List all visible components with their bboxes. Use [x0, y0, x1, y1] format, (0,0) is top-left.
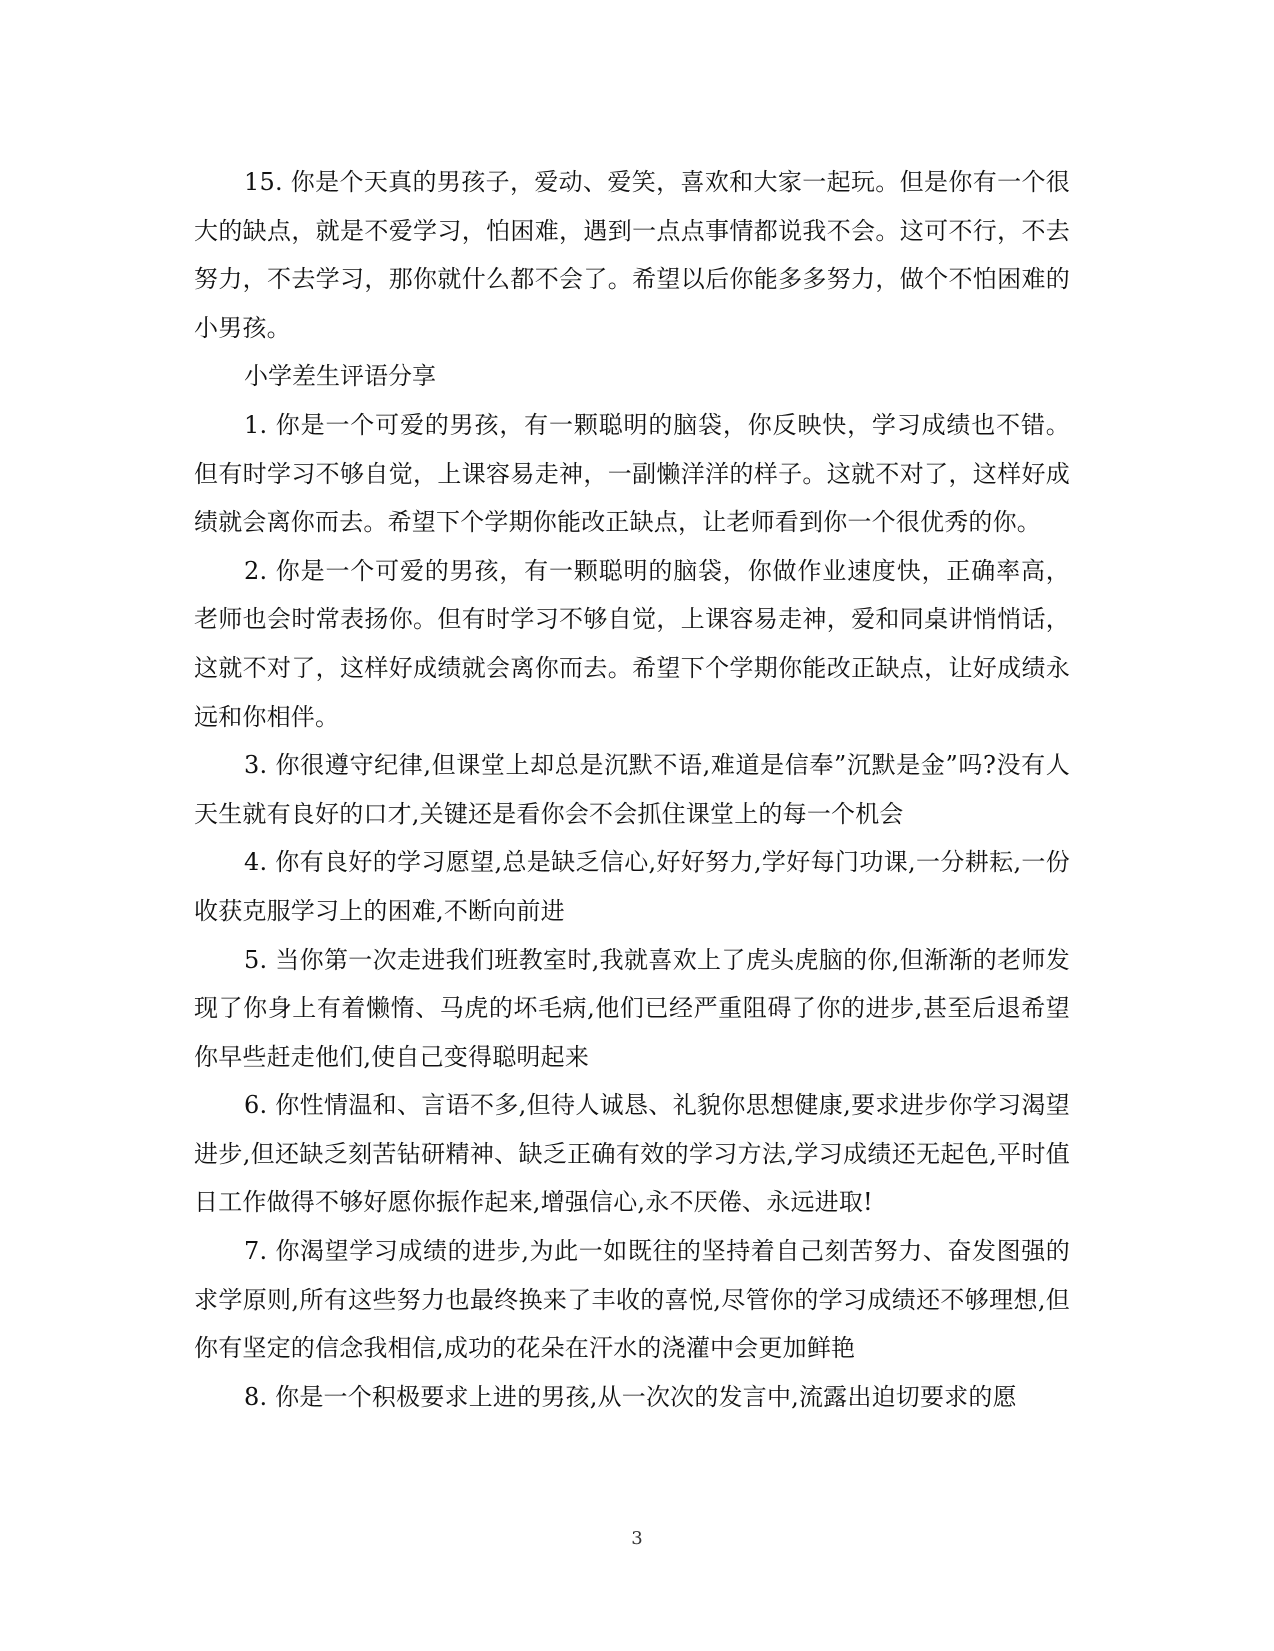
paragraph-4: 4. 你有良好的学习愿望,总是缺乏信心,好好努力,学好每门功课,一分耕耘,一份收获克服学习上的困难,不断向前进: [194, 848, 1070, 925]
paragraph-1: 1. 你是一个可爱的男孩，有一颗聪明的脑袋，你反映快，学习成绩也不错。但有时学习不够自觉，上课容易走神，一副懒洋洋的样子。这就不对了，这样好成绩就会离你而去。希望下个学期你能改正缺点，让老师看到你一个很优秀的你。: [194, 410, 1070, 537]
paragraph-6: 6. 你性情温和、言语不多,但待人诚恳、礼貌你思想健康,要求进步你学习渴望进步,但还缺乏刻苦钻研精神、缺乏正确有效的学习方法,学习成绩还无起色,平时值日工作做得不够好愿你振作起来,增强信心,永不厌倦、永远进取!: [194, 1091, 1070, 1217]
document-body: [194, 158, 1070, 1421]
paragraph-7: 7. 你渴望学习成绩的进步,为此一如既往的坚持着自己刻苦努力、奋发图强的求学原则,所有这些努力也最终换来了丰收的喜悦,尽管你的学习成绩还不够理想,但你有坚定的信念我相信,成功的花朵在汗水的浇灌中会更加鲜艳: [194, 1237, 1070, 1363]
paragraph-2: 2. 你是一个可爱的男孩，有一颗聪明的脑袋，你做作业速度快，正确率高，老师也会时常表扬你。但有时学习不够自觉，上课容易走神，爱和同桌讲悄悄话，这就不对了，这样好成绩就会离你而去。希望下个学期你能改正缺点，让好成绩永远和你相伴。: [194, 556, 1070, 731]
page-number: 3: [631, 1528, 643, 1549]
paragraph-5: 5. 当你第一次走进我们班教室时,我就喜欢上了虎头虎脑的你,但渐渐的老师发现了你身上有着懒惰、马虎的坏毛病,他们已经严重阻碍了你的进步,甚至后退希望你早些赶走他们,使自己变得聪明起来: [194, 945, 1070, 1071]
paragraph-3: 3. 你很遵守纪律,但课堂上却总是沉默不语,难道是信奉”沉默是金”吗?没有人天生就有良好的口才,关键还是看你会不会抓住课堂上的每一个机会: [194, 751, 1070, 828]
section-heading: 小学差生评语分享: [244, 362, 436, 391]
paragraph-15: 15. 你是个天真的男孩子，爱动、爱笑，喜欢和大家一起玩。但是你有一个很大的缺点，就是不爱学习，怕困难，遇到一点点事情都说我不会。这可不行，不去努力，不去学习，那你就什么都不会了。希望以后你能多多努力，做个不怕困难的小男孩。: [194, 168, 1070, 342]
paragraph-8: 8. 你是一个积极要求上进的男孩,从一次次的发言中,流露出迫切要求的愿: [244, 1382, 1017, 1411]
